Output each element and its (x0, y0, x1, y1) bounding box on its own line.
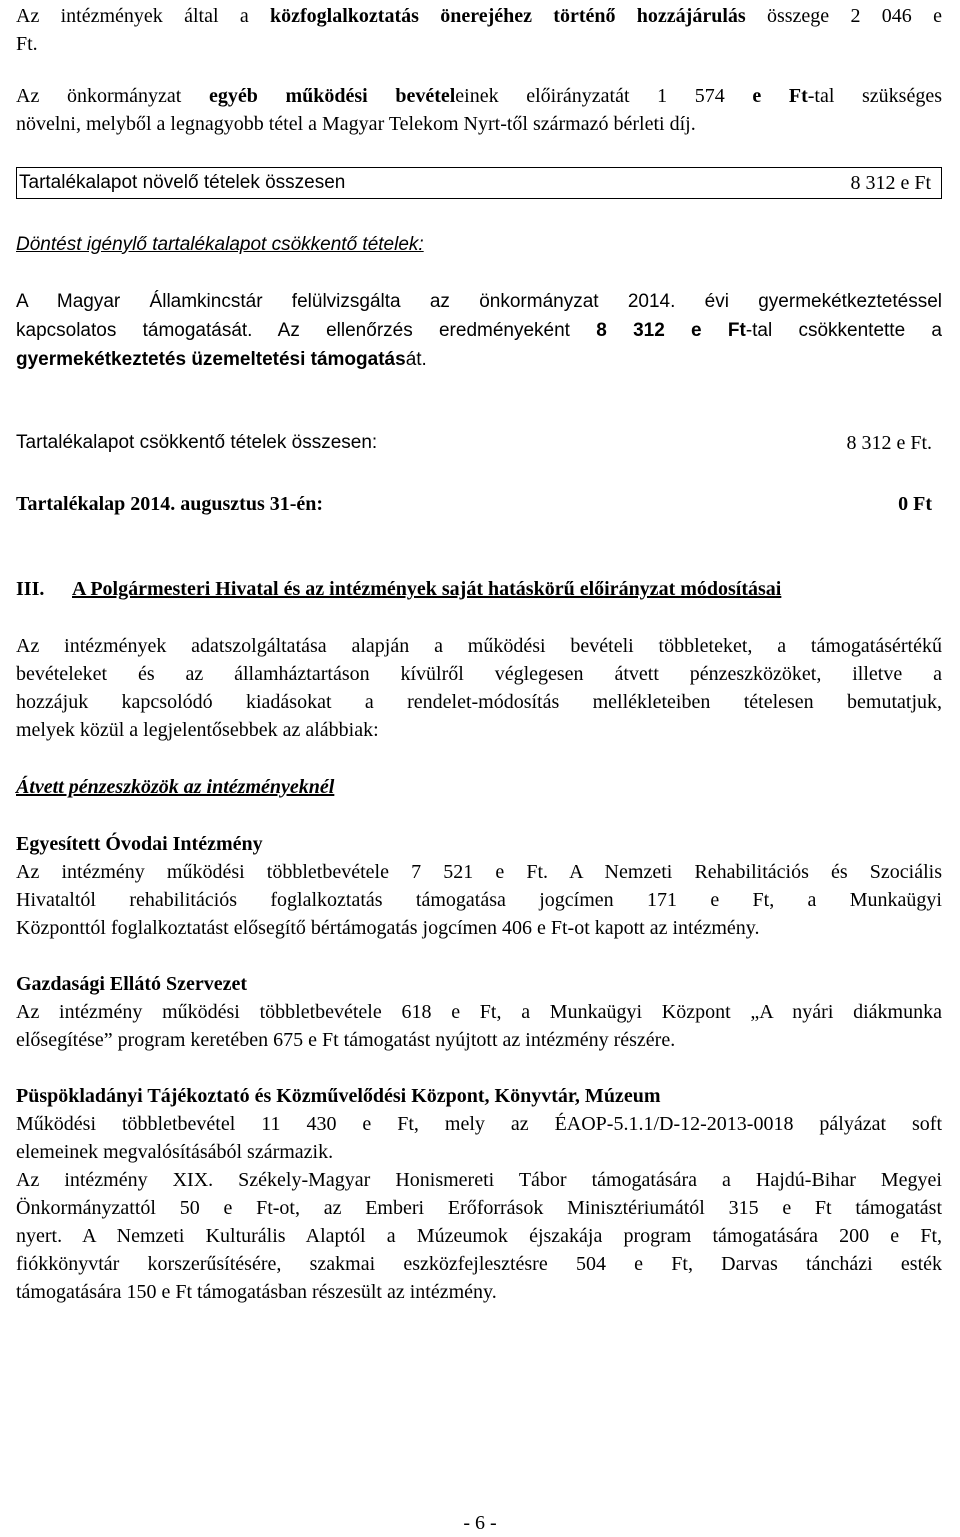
contribution-paragraph (16, 2, 942, 58)
text-run: át. (405, 349, 427, 370)
text-run: -tal szükséges (807, 85, 942, 107)
bold-text: közfoglalkoztatás önerejéhez történő hozzájárulás (270, 5, 746, 27)
increase-total-box (16, 167, 942, 199)
paragraph-line: Az intézmény működési többletbevétele 618 e Ft, a Munkaügyi Központ „A nyári diákmunka (16, 1001, 942, 1023)
bold-text: e Ft (752, 85, 808, 107)
paragraph-line: hozzájuk kapcsolódó kiadásokat a rendelet-módosítás mellékleteiben tételesen bemutatjuk, (16, 691, 942, 713)
transfers-heading: Átvett pénzeszközök az intézményeknél (16, 776, 335, 798)
bold-text: egyéb működési bevétel (208, 85, 456, 107)
text-run: Az önkormányzat (16, 85, 209, 107)
paragraph-line: A Magyar Államkincstár felülvizsgálta az önkormányzat 2014. évi gyermekétkeztetéssel (16, 291, 942, 312)
cultural-paragraph (16, 1110, 942, 1306)
text-run: -tal csökkentette a (745, 320, 942, 341)
paragraph-line: növelni, melyből a legnagyobb tétel a Magyar Telekom Nyrt-től származó bérleti díj. (16, 113, 696, 135)
increase-total-value: 8 312 e Ft (850, 172, 931, 194)
paragraph-line (16, 345, 942, 374)
reserve-label: Tartalékalap 2014. augusztus 31-én: (16, 493, 324, 515)
decrease-total-label: Tartalékalapot csökkentő tételek összesen: (16, 432, 378, 453)
kindergarten-paragraph (16, 858, 942, 942)
paragraph-line: Az intézmény működési többletbevétele 7 521 e Ft. A Nemzeti Rehabilitációs és Szociális (16, 861, 942, 883)
paragraph-line: elemeinek megvalósításából származik. (16, 1141, 334, 1163)
paragraph-line: támogatására 150 e Ft támogatásban részesült az intézmény. (16, 1281, 497, 1303)
paragraph-line: Hivataltól rehabilitációs foglalkoztatás támogatása jogcímen 171 e Ft, a Munkaügyi (16, 889, 942, 911)
text-run: összege 2 046 e (745, 5, 942, 27)
paragraph-line (16, 82, 942, 110)
reserve-row (16, 489, 942, 519)
decrease-total-row (16, 428, 942, 458)
paragraph-line: Központtól foglalkoztatást elősegítő bértámogatás jogcímen 406 e Ft-ot kapott az intézmény. (16, 917, 760, 939)
text-run: Az intézmények által a (16, 5, 271, 27)
text-run: einek előirányzatát 1 574 (455, 85, 753, 107)
paragraph-line: nyert. A Nemzeti Kulturális Alaptól a Múzeumok éjszakája program támogatására 200 e Ft, (16, 1225, 942, 1247)
paragraph-line (16, 316, 942, 345)
increase-total-label: Tartalékalapot növelő tételek összesen (19, 172, 346, 193)
other-revenue-paragraph (16, 82, 942, 138)
section-number: III. (16, 578, 45, 600)
paragraph-line: Az intézmény XIX. Székely-Magyar Honismereti Tábor támogatására a Hajdú-Bihar Megyei (16, 1169, 942, 1191)
decrease-total-value: 8 312 e Ft. (846, 432, 932, 454)
section-title: A Polgármesteri Hivatal és az intézmények saját hatáskörű előirányzat módosításai (72, 578, 782, 600)
economic-org-title: Gazdasági Ellátó Szervezet (16, 973, 248, 995)
paragraph-line: Ft. (16, 33, 38, 55)
reserve-value: 0 Ft (898, 493, 932, 515)
page-number: - 6 - (463, 1512, 497, 1534)
text-run: kapcsolatos támogatását. Az ellenőrzés eredményeként (16, 320, 597, 341)
paragraph-line: fiókkönyvtár korszerűsítésére, szakmai eszközfejlesztésre 504 e Ft, Darvas táncházi esték (16, 1253, 942, 1275)
paragraph-line (16, 2, 942, 30)
economic-paragraph (16, 998, 942, 1054)
cultural-center-title: Püspökladányi Tájékoztató és Közművelődési Központ, Könyvtár, Múzeum (16, 1085, 661, 1107)
decrease-paragraph (16, 287, 942, 374)
paragraph-line: Az intézmények adatszolgáltatása alapján a működési bevételi többleteket, a támogatásértékű (16, 635, 942, 657)
paragraph-line: bevételeket és az államháztartáson kívülről véglegesen átvett pénzeszközöket, illetve a (16, 663, 942, 685)
decrease-heading: Döntést igénylő tartalékalapot csökkentő tételek: (16, 234, 424, 255)
paragraph-line: Működési többletbevétel 11 430 e Ft, mely az ÉAOP-5.1.1/D-12-2013-0018 pályázat soft (16, 1113, 942, 1135)
bold-text: 8 312 e Ft (596, 320, 746, 341)
paragraph-line: melyek közül a legjelentősebbek az alábbiak: (16, 719, 379, 741)
section-intro-paragraph (16, 632, 942, 744)
paragraph-line: elősegítése” program keretében 675 e Ft támogatást nyújtott az intézmény részére. (16, 1029, 676, 1051)
kindergarten-title: Egyesített Óvodai Intézmény (16, 833, 263, 855)
paragraph-line: Önkormányzattól 50 e Ft-ot, az Emberi Erőforrások Minisztériumától 315 e Ft támogatást (16, 1197, 942, 1219)
bold-text: gyermekétkeztetés üzemeltetési támogatás (16, 349, 406, 370)
